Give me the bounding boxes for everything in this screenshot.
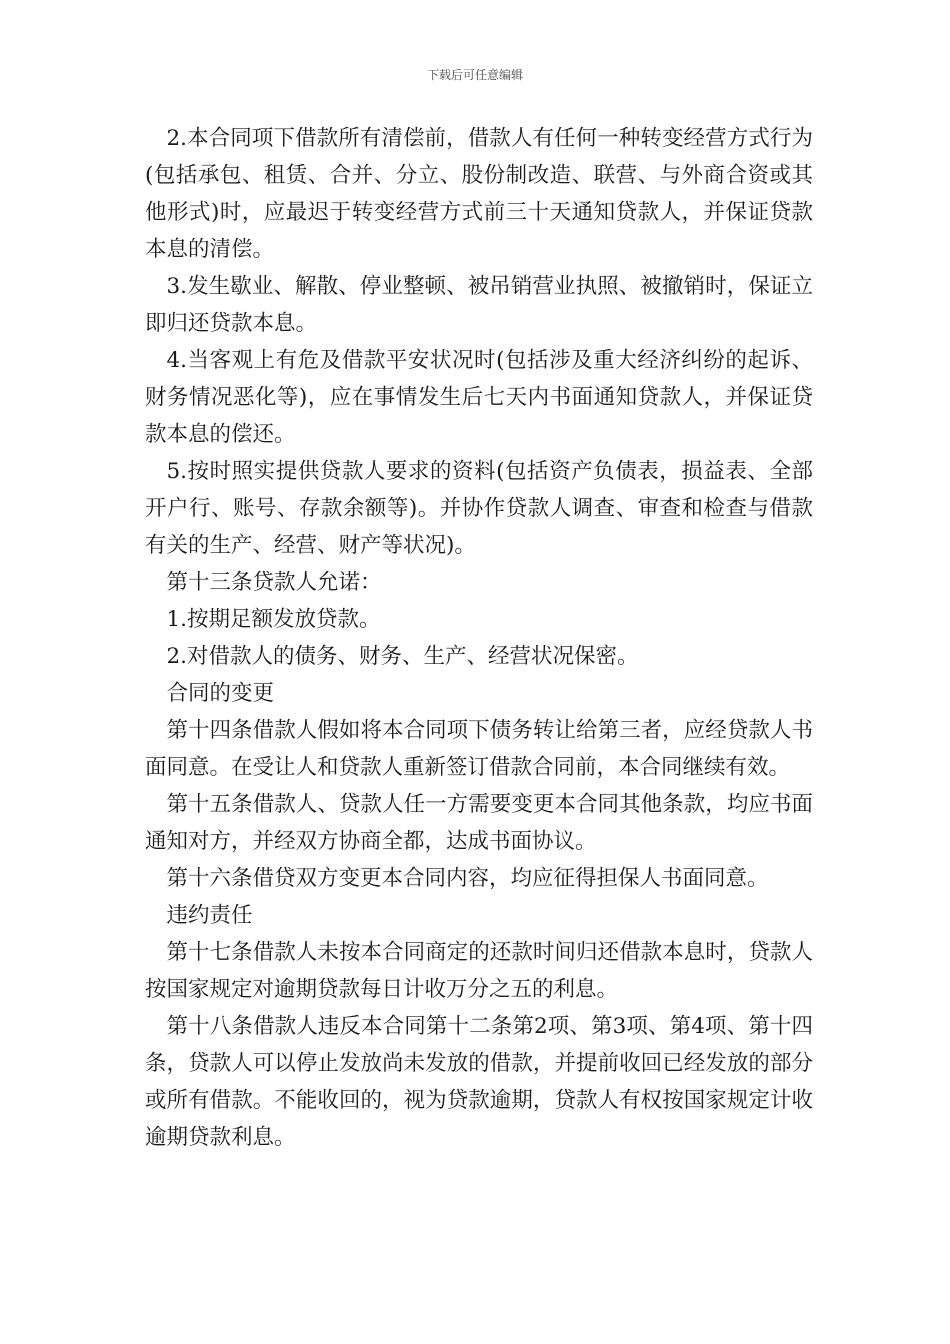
paragraph-clause-15: 第十五条借款人、贷款人任一方需要变更本合同其他条款，均应书面通知对方，并经双方协商全都，达成书面协议。: [145, 792, 813, 854]
paragraph-clause-12-item-5: 5.按时照实提供贷款人要求的资料(包括资产负债表，损益表、全部开户行、账号、存款余额等)。并协作贷款人调查、审查和检查与借款有关的生产、经营、财产等状况)。: [145, 459, 813, 558]
paragraph-clause-12-item-2: 2.本合同项下借款所有清偿前，借款人有任何一种转变经营方式行为(包括承包、租赁、合并、分立、股份制改造、联营、与外商合资或其他形式)时，应最迟于转变经营方式前三十天通知贷款人，并保证贷款本息的清偿。: [145, 126, 813, 262]
paragraph-clause-12-item-3: 3.发生歇业、解散、停业整顿、被吊销营业执照、被撤销时，保证立即归还贷款本息。: [145, 274, 813, 336]
document-body: [145, 120, 813, 1156]
paragraph-clause-13-item-2: 2.对借款人的债务、财务、生产、经营状况保密。: [166, 644, 639, 669]
paragraph-clause-16: 第十六条借贷双方变更本合同内容，均应征得担保人书面同意。: [166, 866, 769, 891]
section-heading-liability: 违约责任: [166, 903, 253, 928]
paragraph-clause-17: 第十七条借款人未按本合同商定的还款时间归还借款本息时，贷款人按国家规定对逾期贷款每日计收万分之五的利息。: [145, 940, 813, 1002]
paragraph-clause-14: 第十四条借款人假如将本合同项下债务转让给第三者，应经贷款人书面同意。在受让人和贷款人重新签订借款合同前，本合同继续有效。: [145, 718, 813, 780]
paragraph-clause-12-item-4: 4.当客观上有危及借款平安状况时(包括涉及重大经济纠纷的起诉、财务情况恶化等)，应在事情发生后七天内书面通知贷款人，并保证贷款本息的偿还。: [145, 348, 813, 447]
paragraph-clause-18: 第十八条借款人违反本合同第十二条第2项、第3项、第4项、第十四条，贷款人可以停止发放尚未发放的借款，并提前收回已经发放的部分或所有借款。不能收回的，视为贷款逾期，贷款人有权按国家规定计收逾期贷款利息。: [145, 1014, 813, 1150]
paragraph-clause-13-item-1: 1.按期足额发放贷款。: [166, 607, 381, 632]
header-note: 下载后可任意编辑: [426, 68, 523, 82]
paragraph-clause-13-heading: 第十三条贷款人允诺：: [166, 570, 382, 595]
section-heading-contract-change: 合同的变更: [166, 681, 275, 706]
